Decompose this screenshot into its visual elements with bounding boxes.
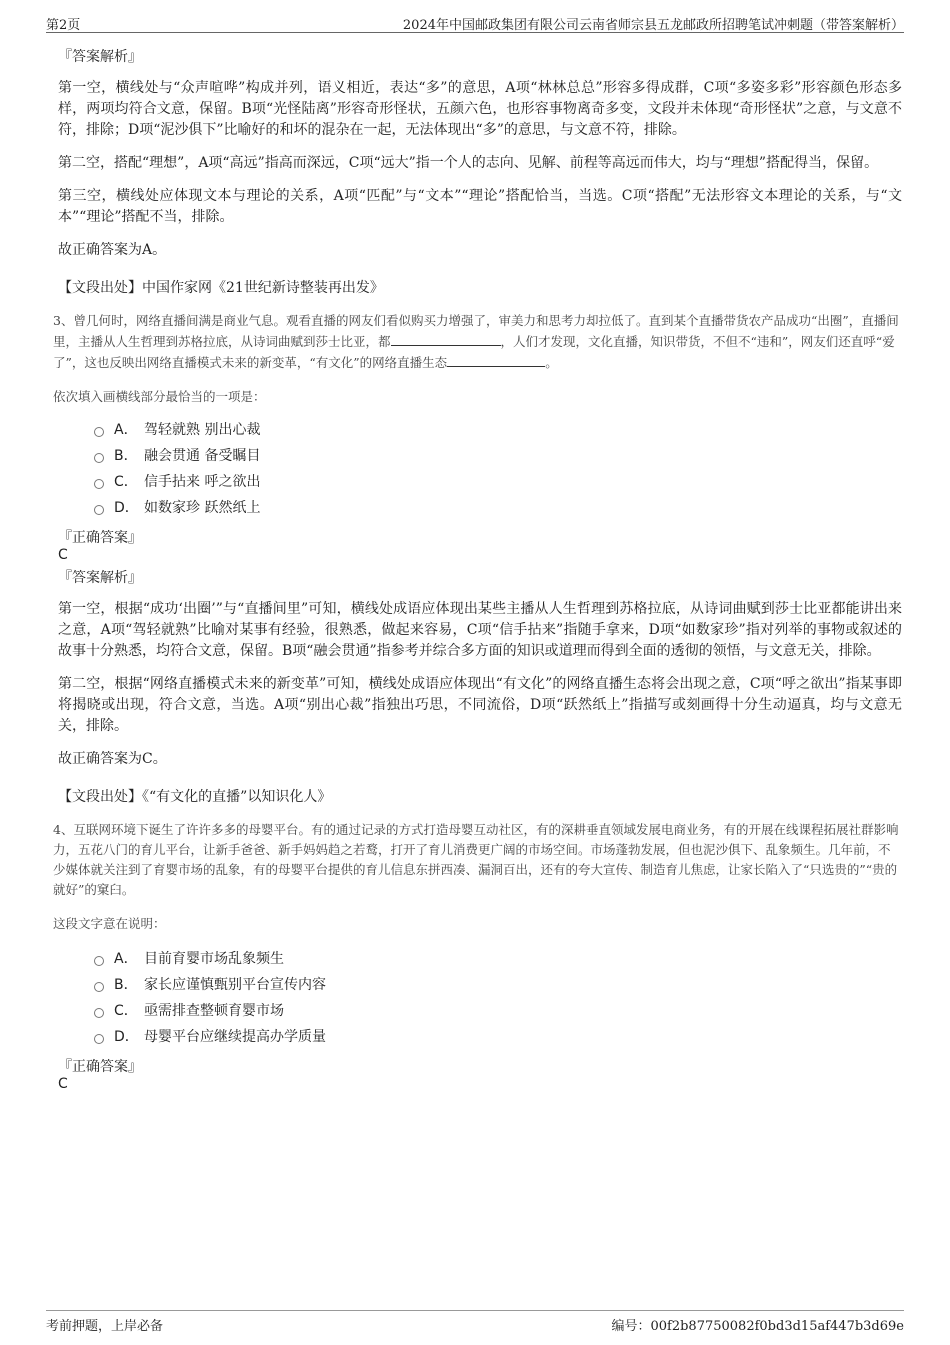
radio-button[interactable] [94, 479, 104, 489]
radio-button[interactable] [94, 1034, 104, 1044]
question-4-text: 4、互联网环境下诞生了许许多多的母婴平台。有的通过记录的方式打造母婴互动社区，有的深耕垂直领域发展电商业务，有的开展在线课程拓展社群影响力，五花八门的育儿平台，让新手爸爸、新手妈妈趋之若鹜，打开了育儿消费更广阔的市场空间。市场蓬勃发展，但也泥沙俱下、乱象频生。几年前，不少媒体就关注到了育婴市场的乱象，有的母婴平台提供的育儿信息东拼西凑、漏洞百出，还有的夸大宣传、制造育儿焦虑，让家长陷入了“只选贵的”“贵的就好”的窠臼。 [53, 822, 899, 897]
blank-1 [391, 331, 501, 346]
option-list [94, 417, 902, 521]
blank-2 [447, 352, 545, 367]
radio-button[interactable] [94, 1008, 104, 1018]
correct-answer-label: 『正确答案』 [58, 1059, 142, 1075]
page-number: 第2页 [46, 18, 81, 33]
conclusion: 故正确答案为A。 [58, 242, 167, 258]
footer-slogan: 考前押题，上岸必备 [46, 1319, 164, 1334]
option-d[interactable]: D． 如数家珍 跃然纸上 [94, 495, 902, 521]
analysis-paragraph: 第二空，根据“网络直播模式未来的新变革”可知，横线处成语应体现出“有文化”的网络直播生态将会出现之意，C项“呼之欲出”指某事即将揭晓或出现，符合文意，当选。A项“别出心裁”指独出巧思，不同流俗，D项“跃然纸上”指描写或刻画得十分生动逼真，均与文意无关，排除。 [58, 676, 902, 734]
document-title: 2024年中国邮政集团有限公司云南省师宗县五龙邮政所招聘笔试冲刺题（带答案解析） [402, 18, 904, 33]
option-d[interactable]: D． 母婴平台应继续提高办学质量 [94, 1024, 902, 1050]
analysis-label: 『答案解析』 [58, 49, 142, 65]
option-b[interactable]: B． 家长应谨慎甄别平台宣传内容 [94, 972, 902, 998]
question-3-text: 3、曾几何时，网络直播间满是商业气息。观看直播的网友们看似购买力增强了，审美力和思考力却拉低了。直到某个直播带货农产品成功“出圈”，直播间里，主播从人生哲理到苏格拉底，从诗词曲赋到莎士比亚，都 ，人们才发现，文化直播，知识带货，不但不“违和”，网友们还直呼“爱了”，这也反映出网络直播模式未来的新变革，“有文化”的网络直播生态 。 [53, 313, 899, 370]
question-prompt: 这段文字意在说明： [53, 916, 166, 931]
question-prompt: 依次填入画横线部分最恰当的一项是： [53, 389, 266, 404]
document-body [53, 38, 902, 1096]
page-footer [46, 1310, 904, 1333]
analysis-paragraph: 第三空，横线处应体现文本与理论的关系，A项“匹配”与“文本”“理论”搭配恰当，当选。C项“搭配”无法形容文本理论的关系，与“文本”“理论”搭配不当，排除。 [58, 188, 902, 225]
conclusion: 故正确答案为C。 [58, 751, 167, 767]
option-a[interactable]: A． 目前育婴市场乱象频生 [94, 946, 902, 972]
source-citation: 【文段出处】《“有文化的直播”以知识化人》 [58, 789, 332, 805]
option-c[interactable]: C． 信手拈来 呼之欲出 [94, 469, 902, 495]
option-c[interactable]: C． 亟需排查整顿育婴市场 [94, 998, 902, 1024]
page-header [46, 12, 904, 33]
radio-button[interactable] [94, 956, 104, 966]
analysis-paragraph: 第一空，根据“成功‘出圈’”与“直播间里”可知，横线处成语应体现出某些主播从人生哲理到苏格拉底，从诗词曲赋到莎士比亚都能讲出来之意，A项“驾轻就熟”比喻对某事有经验，很熟悉，做起来容易，C项“信手拈来”指随手拿来，D项“如数家珍”指对列举的事物或叙述的故事十分熟悉，均符合文意，保留。B项“融会贯通”指参考并综合多方面的知识或道理而得到全面的透彻的领悟，与文意无关，排除。 [58, 601, 902, 659]
correct-answer-label: 『正确答案』 [58, 530, 142, 546]
correct-answer: C [58, 547, 68, 563]
option-b[interactable]: B． 融会贯通 备受瞩目 [94, 443, 902, 469]
radio-button[interactable] [94, 982, 104, 992]
radio-button[interactable] [94, 453, 104, 463]
analysis-paragraph: 第二空，搭配“理想”，A项“高远”指高而深远，C项“远大”指一个人的志向、见解、前程等高远而伟大，均与“理想”搭配得当，保留。 [58, 155, 879, 171]
option-list [94, 946, 902, 1050]
analysis-paragraph: 第一空，横线处与“众声喧哗”构成并列，语义相近，表达“多”的意思，A项“林林总总”形容多得成群，C项“多姿多彩”形容颜色形态多样，两项均符合文意，保留。B项“光怪陆离”形容奇形怪状，五颜六色，也形容事物离奇多变，文段并未体现“奇形怪状”之意，与文意不符，排除；D项“泥沙俱下”比喻好的和坏的混杂在一起，无法体现出“多”的意思，与文意不符，排除。 [58, 80, 902, 138]
correct-answer: C [58, 1076, 68, 1092]
radio-button[interactable] [94, 505, 104, 515]
source-citation: 【文段出处】中国作家网《21世纪新诗整装再出发》 [58, 280, 384, 296]
radio-button[interactable] [94, 427, 104, 437]
option-a[interactable]: A． 驾轻就熟 别出心裁 [94, 417, 902, 443]
analysis-label: 『答案解析』 [58, 570, 142, 586]
document-id: 编号：00f2b87750082f0bd3d15af447b3d69e [611, 1319, 904, 1334]
